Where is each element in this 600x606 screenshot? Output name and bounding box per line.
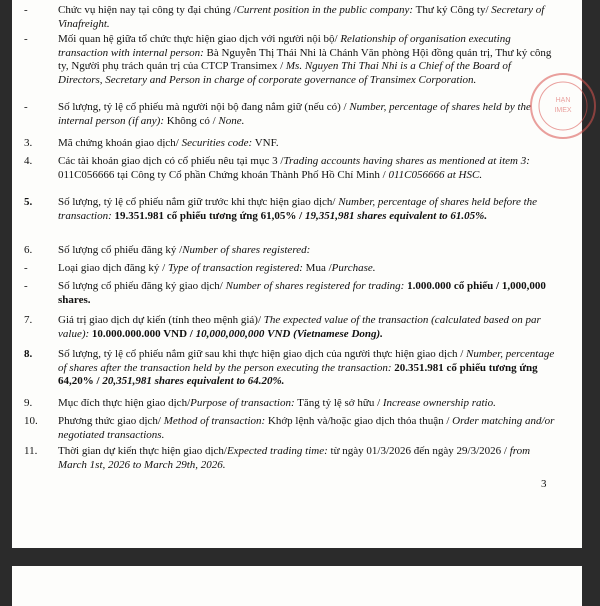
- item-text: Bà Nguyễn Thị Thái Nhi là Chánh Văn phòng Hội đồng quản trị, Thư ký công ty, Người phụ trách quản trị của CTCP Transimex /: [58, 46, 552, 73]
- item-marker: 5.: [24, 196, 33, 208]
- item-text: Current position in the public company:: [236, 4, 414, 16]
- item-marker: 9.: [24, 397, 33, 409]
- item-text: Number, percentage of shares after the transaction held by the person executing the transaction:: [58, 348, 555, 374]
- item-text: Mục đích thực hiện giao dịch/: [58, 397, 191, 409]
- item-text: Số lượng, tỷ lệ cổ phiếu nắm giữ trước khi thực hiện giao dịch/: [58, 196, 339, 208]
- item-text: VNF.: [252, 137, 279, 149]
- svg-text:IMEX: IMEX: [554, 107, 572, 114]
- item-text: 20.351.981 cổ phiếu tương ứng 64,20% /: [58, 361, 538, 388]
- item-marker: -: [24, 262, 28, 274]
- item-marker: 7.: [24, 314, 33, 326]
- item-text: Mối quan hệ giữa tổ chức thực hiện giao dịch với người nội bộ/: [58, 33, 341, 45]
- item-text: Số lượng, tỷ lệ cổ phiếu nắm giữ sau khi thực hiện giao dịch của người thực hiện giao dịch /: [58, 348, 467, 360]
- item-marker: 11.: [24, 445, 38, 457]
- item-text: Chức vụ hiện nay tại công ty đại chúng /: [58, 4, 237, 16]
- svg-text:HẠN: HẠN: [555, 97, 571, 104]
- item-text: Method of transaction:: [163, 415, 266, 427]
- item-text: Relationship of organisation executing transaction with internal person:: [58, 33, 511, 59]
- list-item: [24, 244, 556, 258]
- company-seal: [528, 66, 598, 146]
- item-text: Loại giao dịch đăng ký /: [58, 262, 168, 274]
- item-text: Securities code:: [181, 137, 253, 149]
- item-text: 19,351,981 shares equivalent to 61.05%.: [304, 209, 488, 222]
- list-item: [24, 280, 556, 307]
- item-text: Mã chứng khoán giao dịch/: [58, 137, 182, 149]
- item-marker: 3.: [24, 137, 33, 149]
- list-item: [24, 4, 556, 31]
- item-marker: 8.: [24, 348, 33, 360]
- item-text: Number, percentage of shares held by the internal person (if any):: [58, 101, 531, 127]
- list-item: [24, 262, 556, 276]
- item-marker: -: [24, 280, 28, 292]
- document-page: [12, 0, 582, 548]
- item-text: None.: [218, 114, 245, 127]
- item-marker: 10.: [24, 415, 38, 427]
- list-item: [24, 137, 556, 151]
- item-text: Số lượng cổ phiếu đăng ký /: [58, 244, 183, 256]
- item-marker: 6.: [24, 244, 33, 256]
- item-text: Ms. Nguyen Thi Thai Nhi is a Chief of the Board of Directors, Secretary and Person in charge of corporate governance of Transimex Corporation.: [58, 60, 511, 86]
- item-text: Expected trading time:: [226, 445, 328, 457]
- item-text: từ ngày 01/3/2026 đến ngày 29/3/2026 /: [327, 445, 510, 457]
- item-text: 20,351,981 shares equivalent to 64.20%.: [102, 375, 285, 388]
- item-text: Khớp lệnh và/hoặc giao dịch thỏa thuận /: [265, 415, 453, 427]
- list-item: [24, 314, 556, 341]
- item-text: 011C056666 tại Công ty Cổ phần Chứng khoán Thành Phố Hồ Chí Minh /: [58, 168, 389, 181]
- item-marker: -: [24, 33, 28, 45]
- list-item: [24, 445, 556, 472]
- item-text: Tăng tỷ lệ sở hữu /: [294, 397, 383, 409]
- item-text: Giá trị giao dịch dự kiến (tính theo mệnh giá)/: [58, 314, 264, 326]
- item-marker: -: [24, 4, 28, 16]
- item-text: Order matching and/or negotiated transactions.: [58, 415, 555, 441]
- item-text: 1.000.000 cổ phiếu / 1,000,000 shares.: [58, 280, 546, 306]
- item-marker: -: [24, 101, 28, 113]
- next-page: [12, 566, 582, 606]
- item-text: Purpose of transaction:: [190, 397, 295, 409]
- item-text: Trading accounts having shares as mentioned at item 3:: [283, 155, 530, 167]
- list-item: [24, 196, 556, 223]
- item-text: Thời gian dự kiến thực hiện giao dịch/: [58, 445, 227, 457]
- item-text: 19.351.981 cổ phiếu tương ứng 61,05% /: [111, 209, 305, 222]
- item-text: 10.000.000.000 VND /: [89, 327, 196, 340]
- list-item: [24, 101, 556, 128]
- item-text: The expected value of the transaction (calculated based on par value):: [58, 314, 541, 340]
- item-text: Không có /: [164, 114, 219, 127]
- item-text: Phương thức giao dịch/: [58, 415, 164, 427]
- item-text: Số lượng cổ phiếu đăng ký giao dịch/: [58, 280, 226, 292]
- item-text: Các tài khoản giao dịch có cổ phiếu nêu tại mục 3 /: [58, 155, 284, 167]
- page-number: 3: [541, 478, 547, 490]
- item-text: from March 1st, 2026 to March 29th, 2026.: [58, 445, 531, 471]
- item-text: Thư ký Công ty/: [413, 4, 492, 16]
- item-text: Purchase.: [331, 262, 376, 274]
- item-text: Number of shares registered:: [182, 244, 311, 256]
- item-text: Increase ownership ratio.: [382, 397, 496, 409]
- item-text: Mua /: [302, 262, 332, 274]
- item-text: Số lượng, tỷ lệ cổ phiếu mà người nội bộ đang nắm giữ (nếu có) /: [58, 101, 350, 113]
- item-text: 011C056666 at HSC.: [388, 168, 483, 181]
- list-item: [24, 33, 556, 87]
- list-item: [24, 155, 556, 182]
- item-text: 10,000,000,000 VND (Vietnamese Dong).: [195, 327, 383, 340]
- item-marker: 4.: [24, 155, 33, 167]
- item-text: Number, percentage of shares held before the transaction:: [58, 196, 538, 222]
- list-item: [24, 415, 556, 442]
- item-text: Type of transaction registered:: [167, 262, 303, 274]
- list-item: [24, 348, 556, 389]
- item-text: Number of shares registered for trading:: [225, 280, 405, 292]
- item-text: Secretary of Vinafreight.: [58, 4, 545, 30]
- list-item: [24, 397, 556, 411]
